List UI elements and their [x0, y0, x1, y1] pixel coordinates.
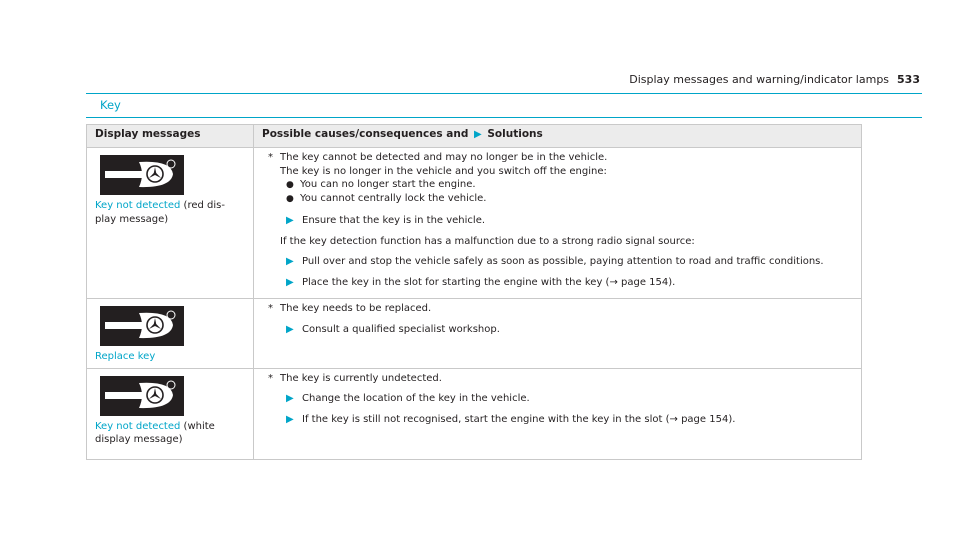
display-message-note: play message) — [95, 213, 169, 225]
solution-step: Place the key in the slot for starting the engine with the key ( — [302, 276, 610, 288]
ref-arrow-icon: → — [609, 276, 618, 288]
causes-cell — [254, 368, 862, 459]
display-message-note: (red dis- — [183, 200, 225, 211]
page-reference-link[interactable]: page 154). — [621, 276, 676, 288]
bullet-icon: ● — [286, 180, 294, 190]
table-row — [87, 148, 862, 299]
ref-arrow-icon: → — [669, 413, 678, 425]
step-arrow-icon: ▶ — [286, 413, 294, 425]
solution-step: Consult a qualified specialist workshop. — [302, 323, 500, 335]
cause-text: The key cannot be detected and may no longer be in the vehicle. — [280, 152, 608, 163]
bullet-icon: ● — [286, 193, 294, 204]
running-header — [629, 73, 920, 86]
cause-text: The key is currently undetected. — [280, 372, 442, 384]
display-message: Key not detected — [95, 200, 181, 211]
cause-text: The key is no longer in the vehicle and you switch off the engine: — [280, 165, 607, 177]
step-arrow-icon: ▶ — [286, 323, 294, 335]
header-rule — [86, 93, 922, 94]
message-cell — [87, 299, 254, 369]
message-cell — [87, 148, 254, 299]
solution-step: If the key is still not recognised, start the engine with the key in the slot ( — [302, 413, 670, 425]
col-header-causes-solutions — [254, 125, 862, 148]
step-arrow-icon: ▶ — [474, 129, 482, 140]
note-star: * — [268, 372, 273, 384]
display-messages-table — [86, 124, 862, 460]
col-header-display-messages: Display messages — [87, 125, 254, 148]
table-row — [87, 368, 862, 459]
solution-step: Change the location of the key in the vehicle. — [302, 393, 530, 404]
running-header-title: Display messages and warning/indicator lamps — [629, 73, 890, 86]
col-header-causes-label: Possible causes/consequences and — [262, 128, 469, 140]
section-title: Key — [100, 98, 121, 112]
display-message-note: display message) — [95, 434, 183, 445]
section-rule — [86, 117, 922, 118]
page-reference-link[interactable]: page 154). — [681, 413, 736, 425]
key-icon — [99, 375, 185, 417]
display-message: Replace key — [95, 351, 156, 362]
solution-step: Pull over and stop the vehicle safely as soon as possible, paying attention to road and traffic conditions. — [302, 256, 824, 267]
step-arrow-icon: ▶ — [286, 393, 294, 404]
key-icon — [99, 154, 185, 196]
step-arrow-icon: ▶ — [286, 256, 294, 267]
key-icon — [99, 305, 185, 347]
bullet-text: You cannot centrally lock the vehicle. — [300, 192, 487, 204]
step-arrow-icon: ▶ — [286, 215, 294, 226]
table-row — [87, 299, 862, 369]
message-cell — [87, 368, 254, 459]
cause-text: The key needs to be replaced. — [280, 303, 432, 314]
solution-step: Ensure that the key is in the vehicle. — [302, 215, 486, 226]
note-star: * — [268, 152, 273, 163]
bullet-text: You can no longer start the engine. — [300, 179, 476, 190]
note-star: * — [268, 303, 273, 314]
cause-text: If the key detection function has a malfunction due to a strong radio signal source: — [280, 235, 695, 247]
col-header-solutions-label: Solutions — [487, 128, 543, 140]
causes-cell — [254, 299, 862, 369]
table-header-row — [87, 125, 862, 148]
display-message: Key not detected — [95, 420, 181, 432]
page-number: 533 — [897, 73, 920, 86]
step-arrow-icon: ▶ — [286, 276, 294, 288]
display-message-note: (white — [183, 420, 215, 432]
causes-cell — [254, 148, 862, 299]
